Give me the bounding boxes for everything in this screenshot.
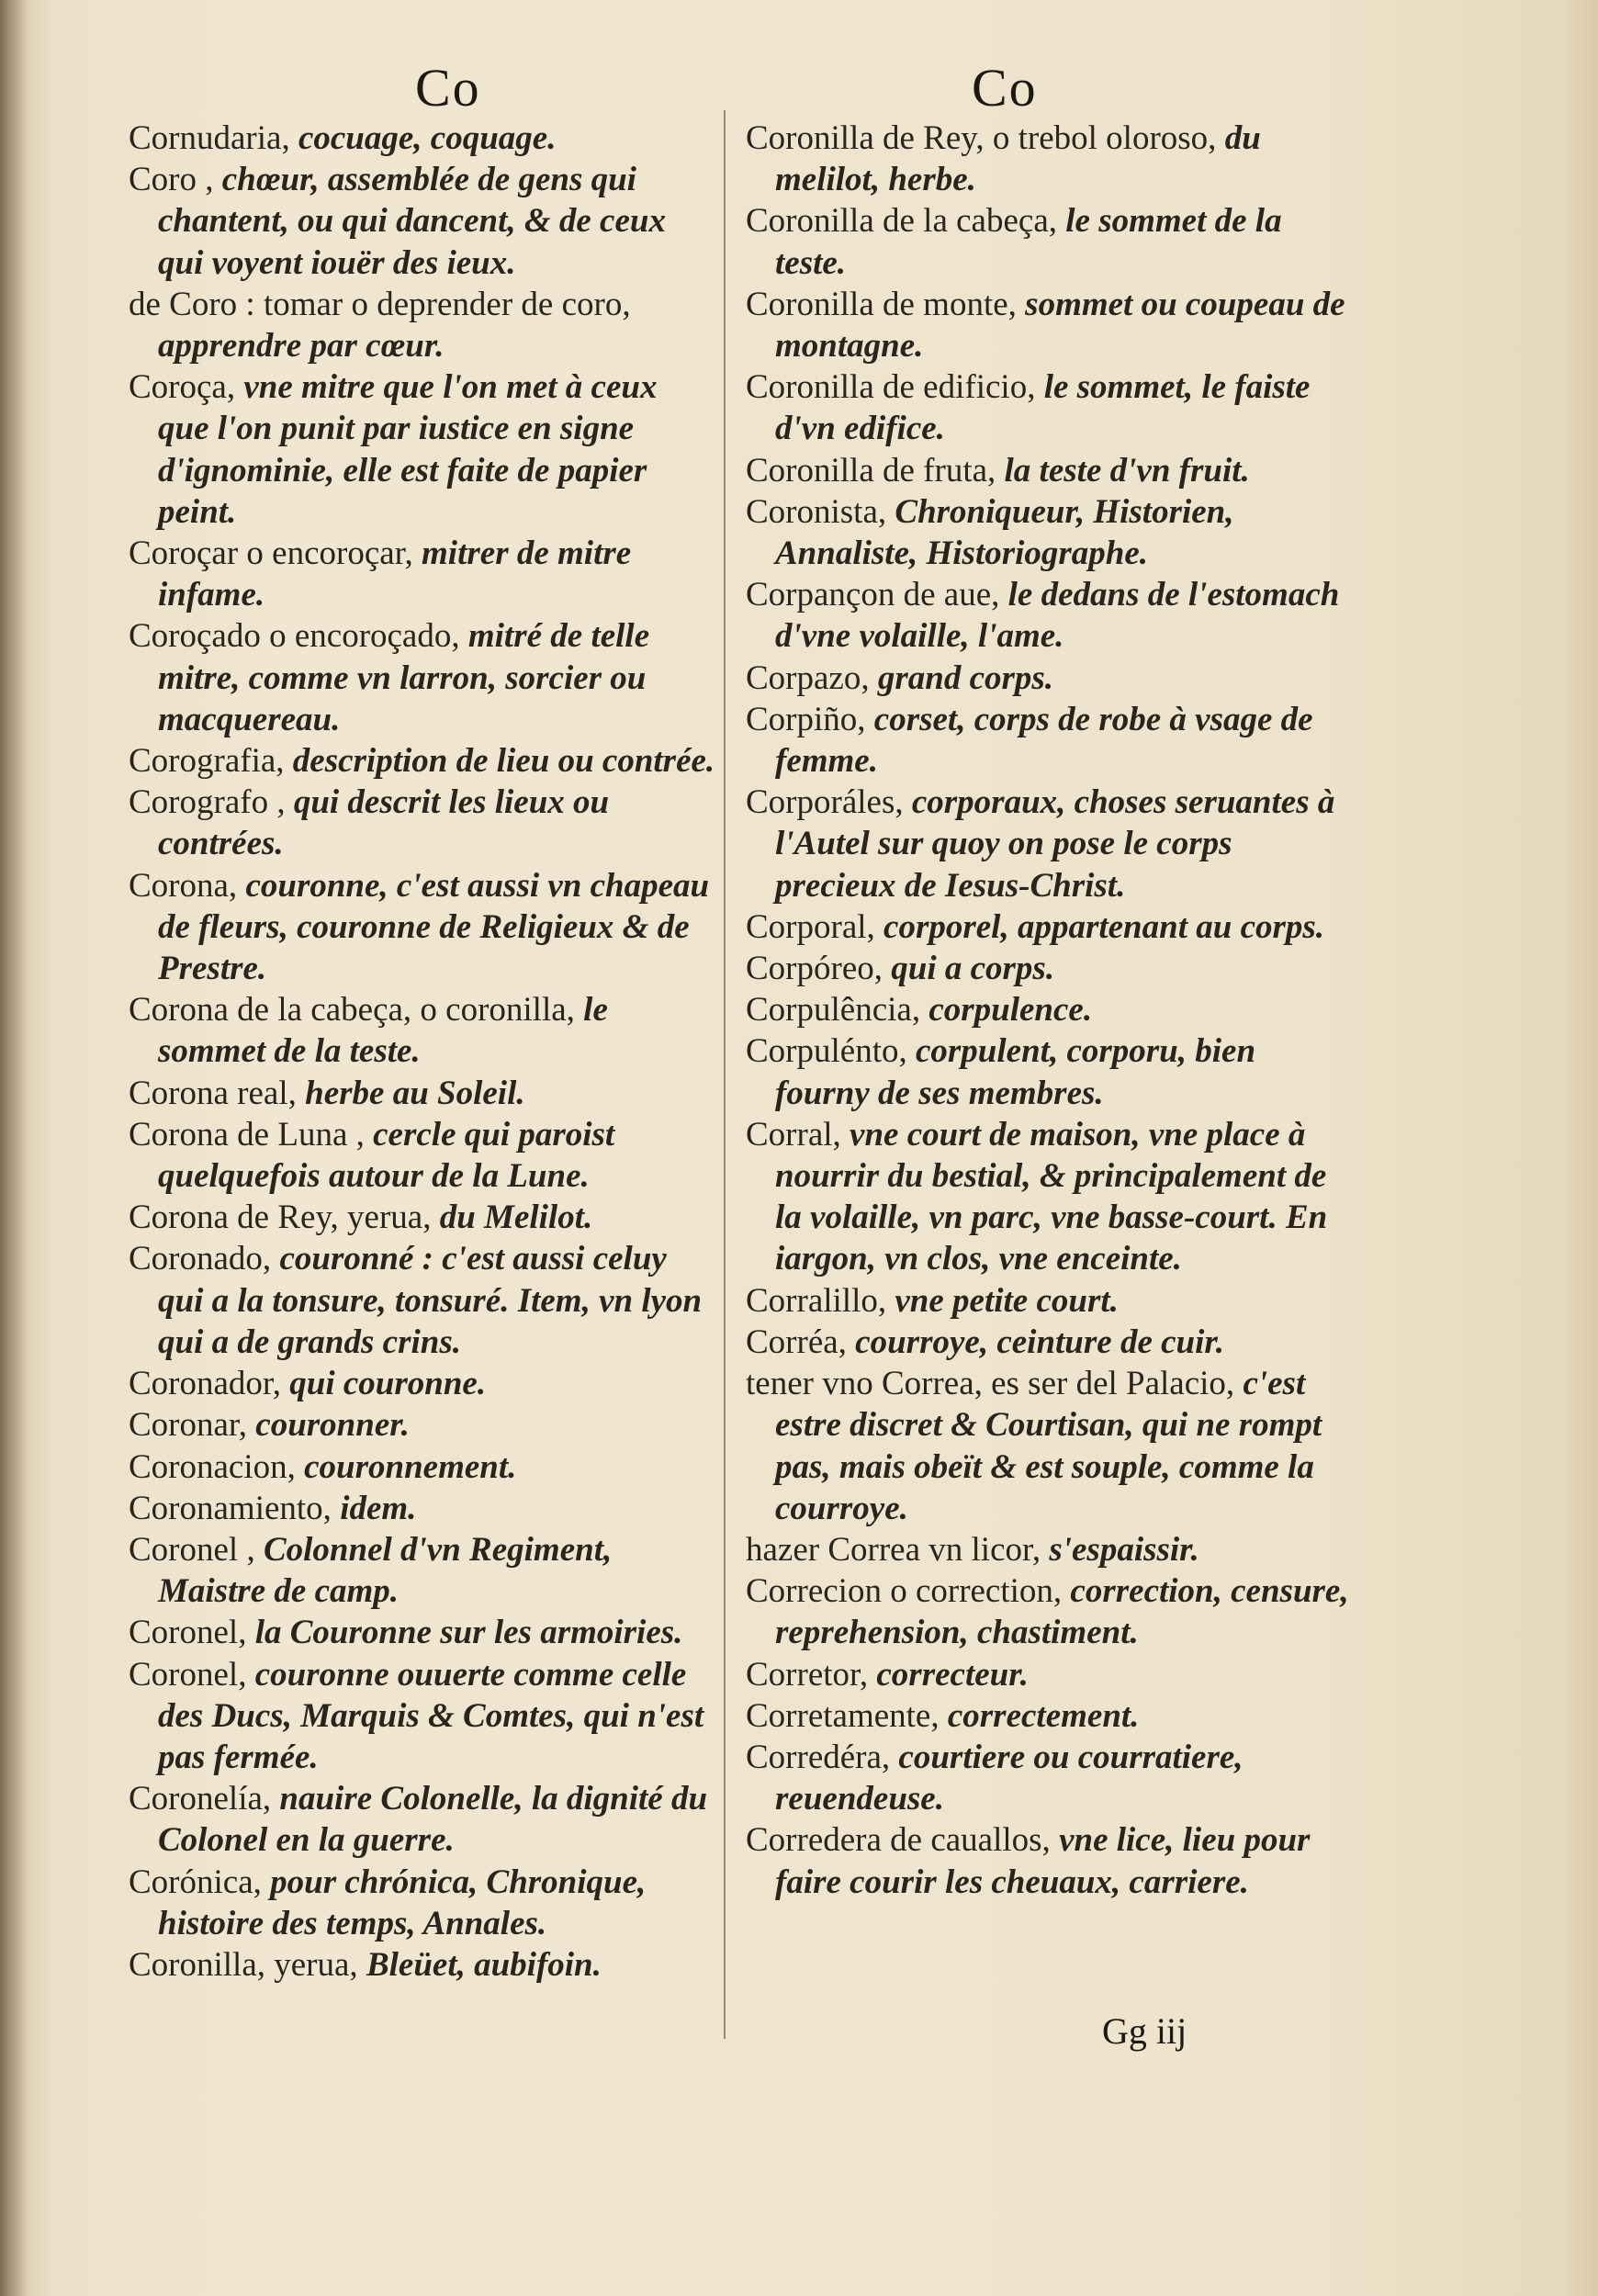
entry-definition: du melilot, herbe. <box>775 119 1261 199</box>
entry-definition: courtiere ou courratiere, reuendeuse. <box>775 1738 1244 1818</box>
column-header-left: Co <box>415 58 481 118</box>
dictionary-entry <box>129 1363 716 1404</box>
dictionary-entry <box>129 865 716 990</box>
entry-headword: Corpulência, <box>746 991 929 1030</box>
entry-definition: nauire Colonelle, la dignité du Colonel en la guerre. <box>158 1780 708 1860</box>
entry-headword: Corral, <box>746 1115 850 1154</box>
entry-definition: vne court de maison, vne place à nourrir du bestial, & principalement de la volaille, vn parc, vne basse-court. En iargon, vn clos, vne enceinte. <box>775 1115 1328 1278</box>
entry-definition: la Couronne sur les armoiries. <box>254 1614 683 1652</box>
entry-headword: Coronista, <box>746 492 895 531</box>
entry-definition: courroye, ceinture de cuir. <box>855 1322 1225 1361</box>
entry-definition: cocuage, coquage. <box>298 119 557 157</box>
entry-definition: grand corps. <box>877 658 1054 697</box>
entry-definition: Chroniqueur, Historien, Annaliste, Historiographe. <box>775 492 1234 573</box>
entry-headword: Coronel , <box>129 1530 264 1569</box>
signature-mark: Gg iij <box>1102 2010 1187 2052</box>
dictionary-entry <box>746 658 1352 699</box>
entry-headword: Coronilla de la cabeça, <box>746 202 1066 241</box>
dictionary-entry <box>746 948 1352 989</box>
entry-definition: mitré de telle mitre, comme vn larron, sorcier ou macquereau. <box>158 617 650 738</box>
dictionary-entry <box>746 200 1352 283</box>
entry-definition: qui couronne. <box>289 1365 487 1403</box>
page-gutter <box>0 0 28 2296</box>
entry-headword: Corréa, <box>746 1322 856 1361</box>
dictionary-entry <box>129 1529 716 1612</box>
dictionary-entry <box>129 740 716 782</box>
dictionary-entry <box>746 574 1352 657</box>
entry-headword: Coronamiento, <box>129 1489 341 1527</box>
entry-headword: Corona de Rey, yerua, <box>129 1199 440 1237</box>
dictionary-entry <box>129 1238 716 1363</box>
entry-definition: couronne ouuerte comme celle des Ducs, Marquis & Comtes, qui n'est pas fermée. <box>158 1655 704 1776</box>
entry-definition: chœur, assemblée de gens qui chantent, ou qui dancent, & de ceux qui voyent iouër des ieux. <box>158 161 666 282</box>
entry-definition: correction, censure, reprehension, chastiment. <box>775 1572 1349 1652</box>
dictionary-entry <box>746 491 1352 574</box>
entry-definition: c'est estre discret & Courtisan, qui ne rompt pas, mais obeït & est souple, comme la courroye. <box>775 1365 1322 1527</box>
entry-definition: du Melilot. <box>439 1199 593 1237</box>
dictionary-entry <box>746 1030 1352 1113</box>
entry-headword: Corporal, <box>746 907 884 946</box>
entry-headword: Corona, <box>129 866 246 905</box>
dictionary-entry <box>746 1322 1352 1363</box>
dictionary-entry <box>129 533 716 615</box>
entry-definition: corpulent, corporu, bien fourny de ses membres. <box>775 1032 1256 1112</box>
entry-definition: couronne, c'est aussi vn chapeau de fleurs, couronne de Religieux & de Prestre. <box>158 866 710 988</box>
left-column <box>129 118 716 1986</box>
dictionary-entry <box>746 1737 1352 1819</box>
entry-headword: Coronelía, <box>129 1780 280 1818</box>
entry-definition: corset, corps de robe à vsage de femme. <box>775 700 1313 781</box>
entry-definition: le sommet, le faiste d'vn edifice. <box>775 368 1311 448</box>
dictionary-entry <box>746 1695 1352 1737</box>
dictionary-entry <box>129 284 716 366</box>
entry-definition: le sommet de la teste. <box>158 991 608 1071</box>
entry-definition: corporel, appartenant au corps. <box>883 907 1325 946</box>
dictionary-entry <box>746 1280 1352 1322</box>
entry-definition: vne lice, lieu pour faire courir les cheuaux, carriere. <box>775 1821 1311 1901</box>
entry-definition: couronner. <box>255 1406 410 1445</box>
entry-definition: couronnement. <box>304 1447 517 1486</box>
entry-headword: Corpóreo, <box>746 950 892 988</box>
entry-definition: vne petite court. <box>895 1281 1119 1320</box>
entry-headword: Coronilla de fruta, <box>746 451 1005 490</box>
entry-definition: vne mitre que l'on met à ceux que l'on punit par iustice en signe d'ignominie, elle est faite de papier peint. <box>158 368 658 531</box>
entry-definition: qui a corps. <box>891 950 1055 988</box>
entry-headword: Coronilla, yerua, <box>129 1945 366 1984</box>
entry-headword: Corralillo, <box>746 1281 895 1320</box>
entry-headword: Corpazo, <box>746 658 878 697</box>
entry-headword: Coronilla de monte, <box>746 285 1026 323</box>
entry-headword: Corona de Luna , <box>129 1115 374 1154</box>
dictionary-entry <box>129 782 716 864</box>
entry-headword: Corpulénto, <box>746 1032 916 1071</box>
entry-headword: Coro , <box>129 161 222 199</box>
dictionary-entry <box>129 615 716 740</box>
dictionary-entry <box>129 1862 716 1944</box>
entry-headword: Coronel, <box>129 1614 255 1652</box>
entry-headword: Corona de la cabeça, o coronilla, <box>129 991 584 1030</box>
entry-headword: Corografo , <box>129 783 294 822</box>
dictionary-entry <box>129 1778 716 1861</box>
entry-definition: la teste d'vn fruit. <box>1004 451 1250 490</box>
entry-headword: tener vno Correa, es ser del Palacio, <box>746 1365 1244 1403</box>
dictionary-entry <box>129 989 716 1072</box>
dictionary-entry <box>746 1114 1352 1280</box>
entry-definition: cercle qui paroist quelquefois autour de la Lune. <box>158 1115 615 1196</box>
entry-definition: corporaux, choses seruantes à l'Autel sur quoy on pose le corps precieux de Iesus-Christ. <box>775 783 1335 905</box>
dictionary-entry <box>129 1654 716 1779</box>
entry-definition: sommet ou coupeau de montagne. <box>775 285 1345 366</box>
entry-headword: Corografia, <box>129 742 293 781</box>
entry-definition: Bleüet, aubifoin. <box>366 1945 602 1984</box>
dictionary-entry <box>129 366 716 533</box>
dictionary-entry <box>746 118 1352 200</box>
entry-headword: Coronilla de Rey, o trebol oloroso, <box>746 119 1225 157</box>
entry-definition: description de lieu ou contrée. <box>292 742 715 781</box>
entry-headword: Coronacion, <box>129 1447 305 1486</box>
entry-definition: mitrer de mitre infame. <box>158 535 632 614</box>
entry-headword: Coronador, <box>129 1365 290 1403</box>
dictionary-entry <box>746 284 1352 366</box>
entry-headword: Coroça, <box>129 368 244 407</box>
dictionary-entry <box>746 906 1352 948</box>
dictionary-entry <box>129 1114 716 1197</box>
entry-headword: Cornudaria, <box>129 119 298 157</box>
entry-definition: corpulence. <box>928 991 1093 1030</box>
right-column <box>746 118 1352 1903</box>
dictionary-entry <box>746 1529 1352 1570</box>
entry-headword: Corpiño, <box>746 700 874 738</box>
column-header-right: Co <box>972 58 1038 118</box>
entry-definition: apprendre par cœur. <box>158 327 445 366</box>
dictionary-entry <box>746 1654 1352 1695</box>
entry-headword: Coronar, <box>129 1406 256 1445</box>
entry-definition: couronné : c'est aussi celuy qui a la tonsure, tonsuré. Item, vn lyon qui a de grands crins. <box>158 1240 703 1361</box>
entry-headword: Corona real, <box>129 1074 306 1112</box>
entry-headword: Corretor, <box>746 1655 877 1694</box>
dictionary-entry <box>129 1197 716 1238</box>
entry-headword: Corónica, <box>129 1863 271 1901</box>
entry-headword: de Coro : tomar o deprender de coro, <box>129 285 631 323</box>
dictionary-entry <box>746 989 1352 1030</box>
entry-headword: Coroçar o encoroçar, <box>129 535 422 573</box>
entry-definition: correcteur. <box>876 1655 1029 1694</box>
dictionary-entry <box>746 366 1352 449</box>
entry-definition: pour chrónica, Chronique, histoire des temps, Annales. <box>158 1863 647 1942</box>
dictionary-entry <box>746 450 1352 491</box>
entry-headword: Corporáles, <box>746 783 912 822</box>
dictionary-entry <box>746 1363 1352 1529</box>
dictionary-entry <box>746 782 1352 906</box>
entry-headword: Corpançon de aue, <box>746 576 1008 614</box>
entry-headword: Coronel, <box>129 1655 255 1694</box>
entry-headword: hazer Correa vn licor, <box>746 1530 1050 1569</box>
entry-definition: Colonnel d'vn Regiment, Maistre de camp. <box>158 1530 613 1611</box>
dictionary-entry <box>746 1819 1352 1902</box>
dictionary-entry <box>129 118 716 159</box>
entry-definition: le sommet de la teste. <box>775 202 1282 282</box>
entry-headword: Correcion o correction, <box>746 1572 1071 1611</box>
entry-headword: Coronado, <box>129 1240 280 1278</box>
dictionary-entry <box>129 1944 716 1986</box>
column-divider <box>724 110 726 2039</box>
dictionary-entry <box>129 1488 716 1529</box>
entry-definition: le dedans de l'estomach d'vne volaille, l'ame. <box>775 576 1340 656</box>
dictionary-entry <box>746 699 1352 782</box>
entry-definition: idem. <box>340 1489 417 1527</box>
dictionary-entry <box>129 1612 716 1653</box>
dictionary-entry <box>129 1446 716 1488</box>
dictionary-entry <box>746 1570 1352 1653</box>
entry-headword: Corretamente, <box>746 1696 948 1735</box>
entry-headword: Coroçado o encoroçado, <box>129 617 468 656</box>
entry-headword: Corredéra, <box>746 1738 899 1776</box>
dictionary-entry <box>129 1404 716 1446</box>
entry-definition: s'espaissir. <box>1049 1530 1199 1569</box>
dictionary-entry <box>129 159 716 284</box>
entry-definition: herbe au Soleil. <box>305 1074 525 1112</box>
entry-definition: correctement. <box>947 1696 1140 1735</box>
entry-definition: qui descrit les lieux ou contrées. <box>158 783 610 863</box>
entry-headword: Coronilla de edificio, <box>746 368 1044 407</box>
entry-headword: Corredera de cauallos, <box>746 1821 1060 1860</box>
dictionary-entry <box>129 1073 716 1114</box>
